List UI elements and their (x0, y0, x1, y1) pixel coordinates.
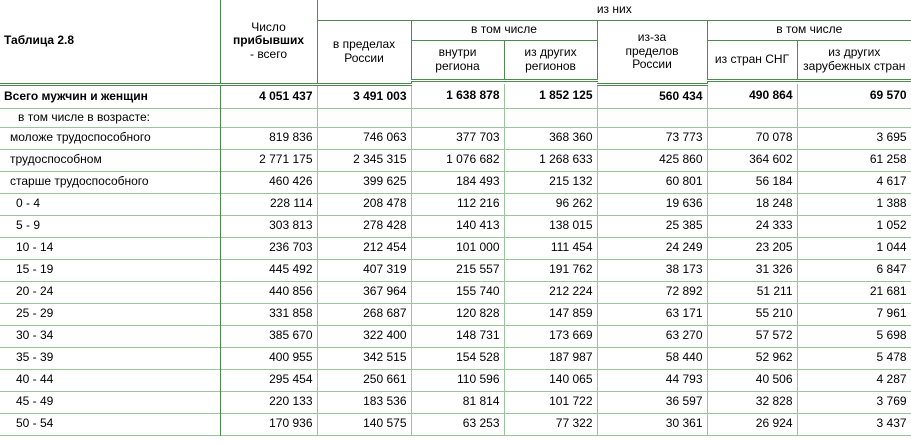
row-value (797, 108, 911, 127)
table-header (0, 0, 911, 84)
row-label: трудоспособном (0, 149, 220, 171)
row-value: 81 814 (411, 391, 504, 413)
row-value: 70 078 (707, 127, 797, 149)
row-value: 73 773 (597, 127, 707, 149)
row-value: 377 703 (411, 127, 504, 149)
row-value: 215 132 (504, 171, 597, 193)
row-value: 268 687 (317, 303, 411, 325)
row-value: 236 703 (220, 237, 317, 259)
row-value: 18 248 (707, 193, 797, 215)
row-value: 364 602 (707, 149, 797, 171)
header-iz-sng: из стран СНГ (707, 40, 797, 80)
row-value: 44 793 (597, 369, 707, 391)
row-value: 170 936 (220, 413, 317, 435)
row-value: 303 813 (220, 215, 317, 237)
row-value: 3 695 (797, 127, 911, 149)
row-label: Всего мужчин и женщин (0, 84, 220, 108)
row-value: 250 661 (317, 369, 411, 391)
row-value: 63 270 (597, 325, 707, 347)
header-total: Число прибывших - всего (220, 0, 317, 84)
row-value: 38 173 (597, 259, 707, 281)
row-label: 0 - 4 (0, 193, 220, 215)
row-value: 24 249 (597, 237, 707, 259)
row-value: 101 000 (411, 237, 504, 259)
header-iz-za: из-за пределов России (597, 20, 707, 84)
row-value: 560 434 (597, 84, 707, 108)
row-value: 140 575 (317, 413, 411, 435)
row-value (504, 108, 597, 127)
row-value: 1 076 682 (411, 149, 504, 171)
row-value: 110 596 (411, 369, 504, 391)
row-label: моложе трудоспособного (0, 127, 220, 149)
row-value: 819 836 (220, 127, 317, 149)
header-iz-drugih-reg: из других регионов (504, 40, 597, 80)
row-value: 367 964 (317, 281, 411, 303)
row-value: 400 955 (220, 347, 317, 369)
row-label: 25 - 29 (0, 303, 220, 325)
row-value: 407 319 (317, 259, 411, 281)
row-value: 101 722 (504, 391, 597, 413)
row-value (411, 108, 504, 127)
row-value: 3 769 (797, 391, 911, 413)
header-v-tom-chisle-2: в том числе (707, 20, 911, 40)
row-value: 77 322 (504, 413, 597, 435)
row-label: 45 - 49 (0, 391, 220, 413)
row-value: 140 413 (411, 215, 504, 237)
table-row (0, 369, 911, 391)
row-label: 20 - 24 (0, 281, 220, 303)
row-value: 60 801 (597, 171, 707, 193)
row-value: 212 454 (317, 237, 411, 259)
row-value: 55 210 (707, 303, 797, 325)
header-iz-drugih-zar: из других зарубежных стран (797, 40, 911, 80)
row-value: 1 268 633 (504, 149, 597, 171)
row-label: 50 - 54 (0, 413, 220, 435)
row-label: 15 - 19 (0, 259, 220, 281)
row-value: 140 065 (504, 369, 597, 391)
row-value: 331 858 (220, 303, 317, 325)
row-value: 1 638 878 (411, 84, 504, 108)
row-value: 228 114 (220, 193, 317, 215)
row-value: 1 852 125 (504, 84, 597, 108)
row-value: 96 262 (504, 193, 597, 215)
row-value: 183 536 (317, 391, 411, 413)
row-value: 154 528 (411, 347, 504, 369)
table-row (0, 193, 911, 215)
row-value: 220 133 (220, 391, 317, 413)
row-value: 368 360 (504, 127, 597, 149)
row-value: 1 052 (797, 215, 911, 237)
row-value: 23 205 (707, 237, 797, 259)
row-value: 4 051 437 (220, 84, 317, 108)
row-value: 21 681 (797, 281, 911, 303)
row-value: 63 171 (597, 303, 707, 325)
row-value: 184 493 (411, 171, 504, 193)
row-value: 212 224 (504, 281, 597, 303)
row-value: 2 771 175 (220, 149, 317, 171)
row-value: 26 924 (707, 413, 797, 435)
row-value: 52 962 (707, 347, 797, 369)
row-value: 112 216 (411, 193, 504, 215)
row-value: 57 572 (707, 325, 797, 347)
row-value: 399 625 (317, 171, 411, 193)
row-value: 4 617 (797, 171, 911, 193)
row-value: 5 478 (797, 347, 911, 369)
table-row (0, 347, 911, 369)
row-value: 187 987 (504, 347, 597, 369)
row-value: 322 400 (317, 325, 411, 347)
header-v-tom-chisle-1: в том числе (411, 20, 597, 40)
row-value: 138 015 (504, 215, 597, 237)
row-value: 155 740 (411, 281, 504, 303)
table-body (0, 84, 911, 435)
row-value: 342 515 (317, 347, 411, 369)
row-value: 30 361 (597, 413, 707, 435)
row-value: 208 478 (317, 193, 411, 215)
row-value: 63 253 (411, 413, 504, 435)
row-value: 385 670 (220, 325, 317, 347)
row-value: 5 698 (797, 325, 911, 347)
row-label: 35 - 39 (0, 347, 220, 369)
table-row (0, 215, 911, 237)
row-value: 19 636 (597, 193, 707, 215)
row-value (220, 108, 317, 127)
table-row (0, 171, 911, 193)
row-value: 1 388 (797, 193, 911, 215)
row-value: 440 856 (220, 281, 317, 303)
table-row (0, 237, 911, 259)
table-row (0, 149, 911, 171)
table-row (0, 84, 911, 108)
header-vnutri: внутри региона (411, 40, 504, 80)
table-row (0, 325, 911, 347)
table-title: Таблица 2.8 (0, 0, 220, 84)
table-row (0, 108, 911, 127)
header-v-predelah: в пределах России (317, 20, 411, 84)
row-value: 147 859 (504, 303, 597, 325)
row-value: 69 570 (797, 84, 911, 108)
row-value: 36 597 (597, 391, 707, 413)
row-value: 445 492 (220, 259, 317, 281)
row-value: 25 385 (597, 215, 707, 237)
table-row (0, 303, 911, 325)
row-value: 24 333 (707, 215, 797, 237)
row-value: 32 828 (707, 391, 797, 413)
row-value: 278 428 (317, 215, 411, 237)
row-value: 72 892 (597, 281, 707, 303)
row-value: 295 454 (220, 369, 317, 391)
row-label: старше трудоспособного (0, 171, 220, 193)
row-value: 111 454 (504, 237, 597, 259)
row-label: 40 - 44 (0, 369, 220, 391)
row-value: 51 211 (707, 281, 797, 303)
row-value: 120 828 (411, 303, 504, 325)
row-value: 2 345 315 (317, 149, 411, 171)
row-value: 31 326 (707, 259, 797, 281)
header-iz-nih: из них (317, 0, 911, 20)
row-label: 5 - 9 (0, 215, 220, 237)
table-row (0, 127, 911, 149)
row-value: 191 762 (504, 259, 597, 281)
row-value: 173 669 (504, 325, 597, 347)
row-value: 490 864 (707, 84, 797, 108)
table-row (0, 281, 911, 303)
row-label: 10 - 14 (0, 237, 220, 259)
row-value: 3 491 003 (317, 84, 411, 108)
row-value: 148 731 (411, 325, 504, 347)
row-value: 61 258 (797, 149, 911, 171)
table-row (0, 413, 911, 435)
row-value: 6 847 (797, 259, 911, 281)
table-row (0, 259, 911, 281)
row-value: 215 557 (411, 259, 504, 281)
row-value: 40 506 (707, 369, 797, 391)
row-label: 30 - 34 (0, 325, 220, 347)
row-value: 56 184 (707, 171, 797, 193)
row-value (707, 108, 797, 127)
row-value: 3 437 (797, 413, 911, 435)
row-value: 425 860 (597, 149, 707, 171)
row-value: 1 044 (797, 237, 911, 259)
row-value: 4 287 (797, 369, 911, 391)
row-value: 746 063 (317, 127, 411, 149)
row-label: в том числе в возрасте: (0, 108, 220, 127)
row-value (597, 108, 707, 127)
row-value: 460 426 (220, 171, 317, 193)
row-value (317, 108, 411, 127)
row-value: 7 961 (797, 303, 911, 325)
table-row (0, 391, 911, 413)
row-value: 58 440 (597, 347, 707, 369)
